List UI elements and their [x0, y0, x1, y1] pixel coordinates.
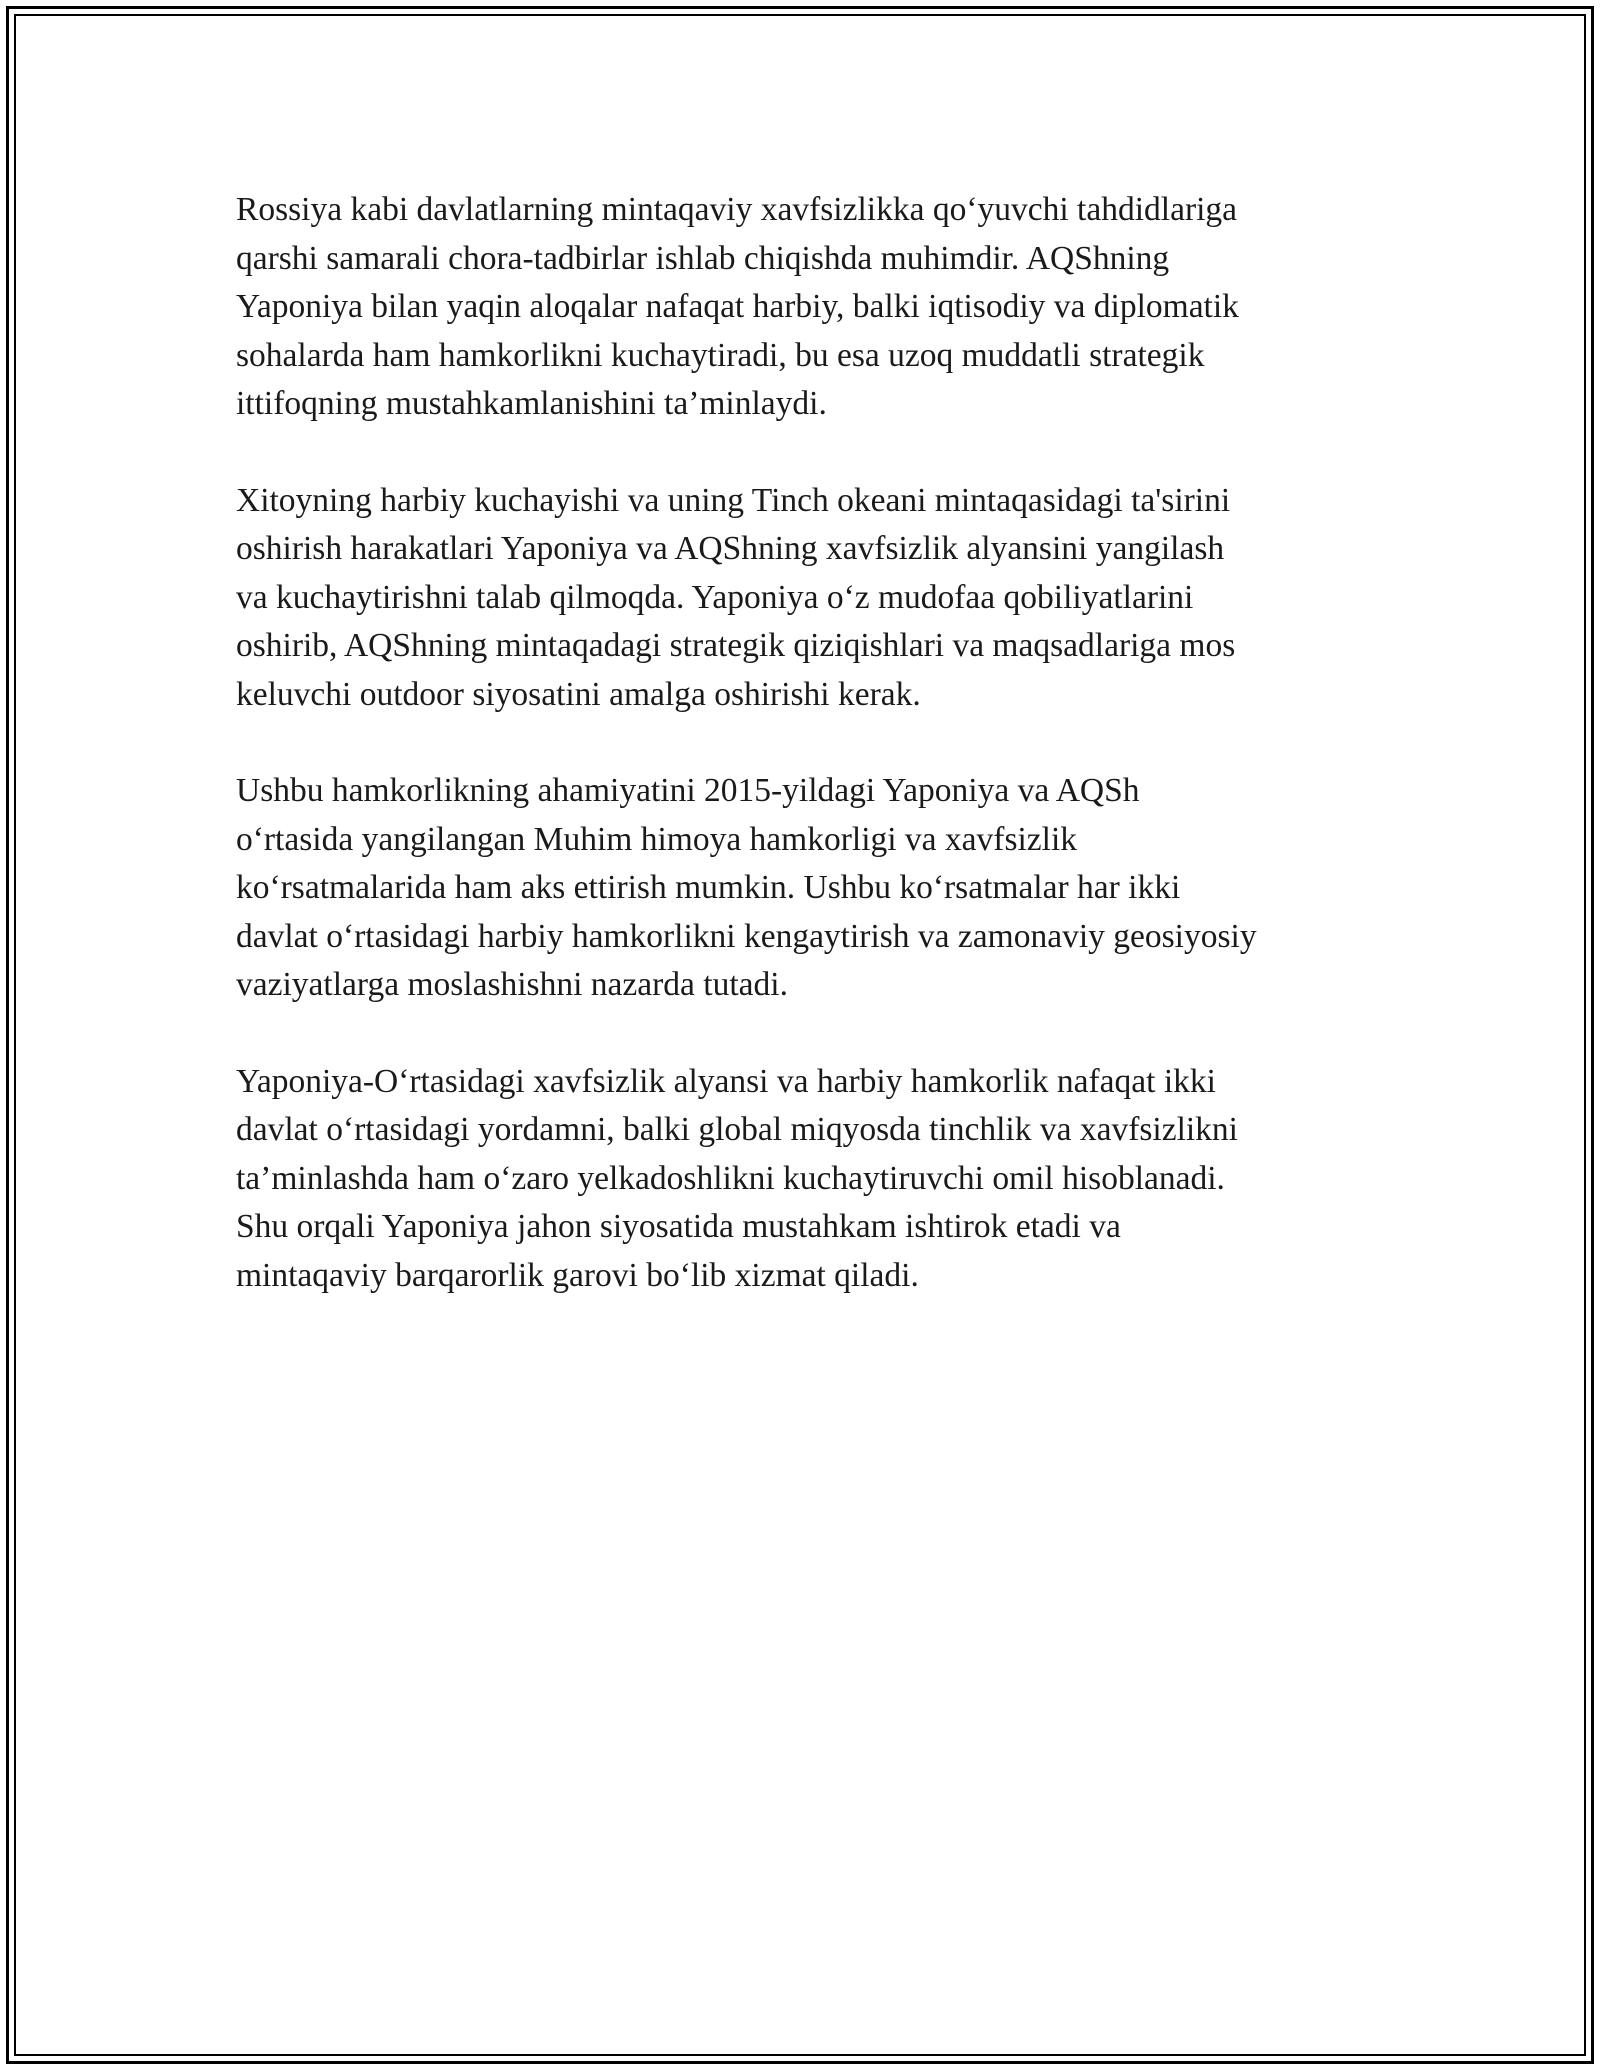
paragraph-4: Yaponiya-O‘rtasidagi xavfsizlik alyansi va harbiy hamkorlik nafaqat ikki davlat o‘rtasidagi yordamni, balki global miqyosda tinchlik va xavfsizlikni ta’minlashda ham o‘zaro yelkadoshlikni kuchaytiruvchi omil hisoblanadi. Shu orqali Yaponiya jahon siyosatida mustahkam ishtirok etadi va mintaqaviy barqarorlik garovi bo‘lib xizmat qiladi.	[236, 1062, 1238, 1294]
paragraph-2: Xitoyning harbiy kuchayishi va uning Tinch okeani mintaqasidagi ta'sirini oshirish harakatlari Yaponiya va AQShning xavfsizlik alyansini yangilash va kuchaytirishni talab qilmoqda. Yaponiya o‘z mudofaa qobiliyatlarini oshirib, AQShning mintaqadagi strategik qiziqishlari va maqsadlariga mos keluvchi outdoor siyosatini amalga oshirishi kerak.	[236, 481, 1236, 713]
document-body	[236, 186, 1366, 1348]
paragraph-3: Ushbu hamkorlikning ahamiyatini 2015-yildagi Yaponiya va AQSh o‘rtasida yangilangan Muhim himoya hamkorligi va xavfsizlik ko‘rsatmalarida ham aks ettirish mumkin. Ushbu ko‘rsatmalar har ikki davlat o‘rtasidagi harbiy hamkorlikni kengaytirish va zamonaviy geosiyosiy vaziyatlarga moslashishni nazarda tutadi.	[236, 772, 1257, 1003]
paragraph-1: Rossiya kabi davlatlarning mintaqaviy xavfsizlikka qo‘yuvchi tahdidlariga qarshi samarali chora-tadbirlar ishlab chiqishda muhimdir. AQShning Yaponiya bilan yaqin aloqalar nafaqat harbiy, balki iqtisodiy va diplomatik sohalarda ham hamkorlikni kuchaytiradi, bu esa uzoq muddatli strategik ittifoqning mustahkamlanishini ta’minlaydi.	[236, 191, 1239, 422]
